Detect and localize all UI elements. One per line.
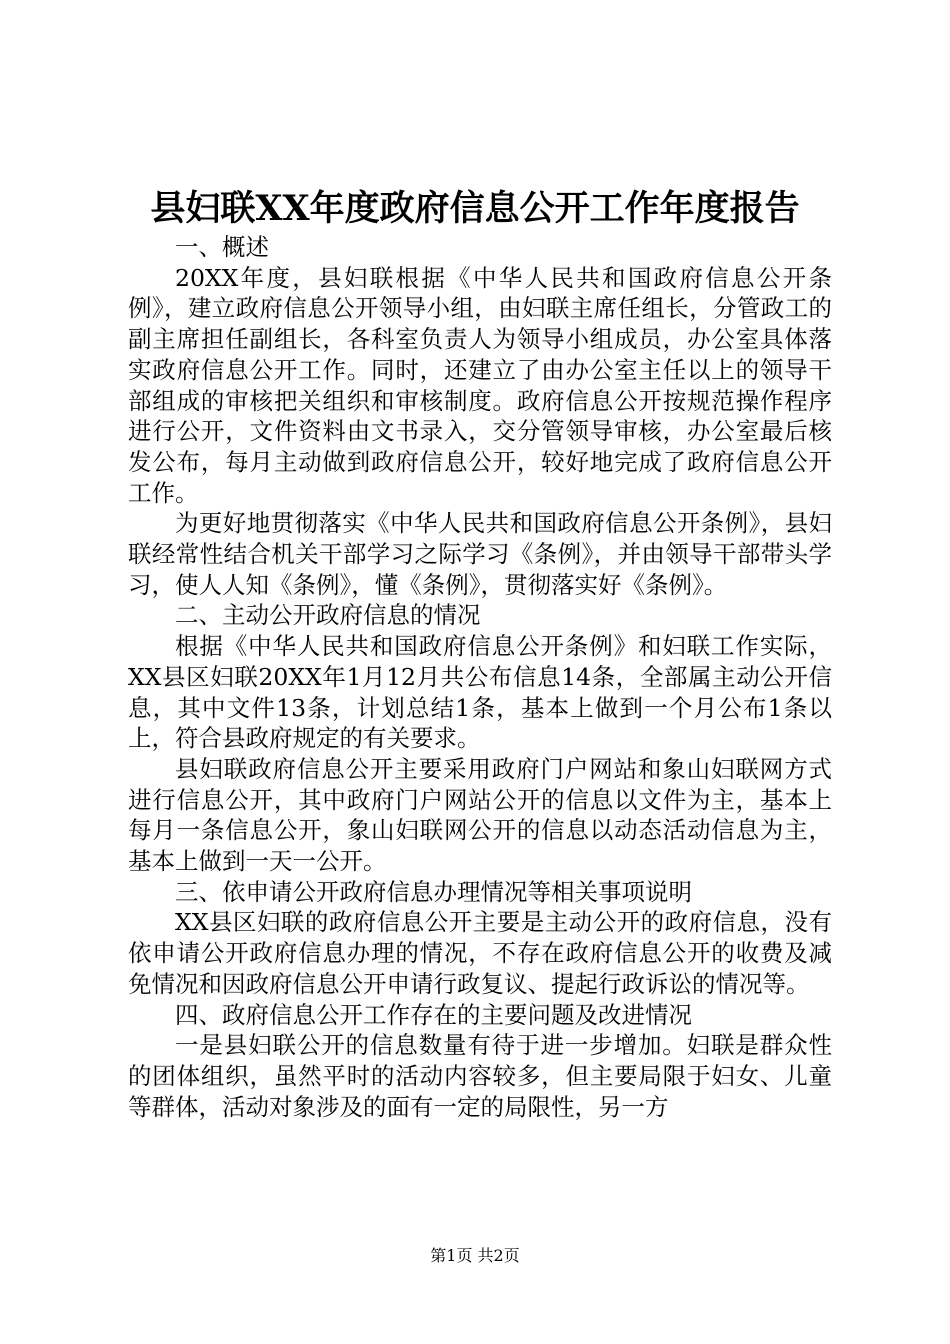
- section-heading-application-disclosure: 三、依申请公开政府信息办理情况等相关事项说明: [175, 877, 692, 906]
- page-footer: 第1页 共2页: [430, 1246, 520, 1265]
- document-body: [128, 232, 832, 1122]
- paragraph: 为更好地贯彻落实《中华人民共和国政府信息公开条例》，县妇联经常性结合机关干部学习之际学习《条例》，并由领导干部带头学习，使人人知《条例》，懂《条例》，贯彻落实好《条例》。: [128, 509, 832, 599]
- paragraph: 20XX年度，县妇联根据《中华人民共和国政府信息公开条例》，建立政府信息公开领导小组，由妇联主席任组长，分管政工的副主席担任副组长，各科室负责人为领导小组成员，办公室具体落实政府信息公开工作。同时，还建立了由办公室主任以上的领导干部组成的审核把关组织和审核制度。政府信息公开按规范操作程序进行公开，文件资料由文书录入，交分管领导审核，办公室最后核发公布，每月主动做到政府信息公开，较好地完成了政府信息公开工作。: [128, 263, 832, 507]
- paragraph: 县妇联政府信息公开主要采用政府门户网站和象山妇联网方式进行信息公开，其中政府门户网站公开的信息以文件为主，基本上每月一条信息公开，象山妇联网公开的信息以动态活动信息为主，基本上做到一天一公开。: [128, 754, 832, 876]
- document-title: 县妇联XX年度政府信息公开工作年度报告: [150, 188, 800, 229]
- section-heading-overview: 一、概述: [175, 233, 269, 261]
- paragraph: 一是县妇联公开的信息数量有待于进一步增加。妇联是群众性的团体组织，虽然平时的活动内容较多，但主要局限于妇女、儿童等群体，活动对象涉及的面有一定的局限性，另一方: [128, 1031, 832, 1121]
- section-heading-active-disclosure: 二、主动公开政府信息的情况: [175, 601, 481, 630]
- paragraph: XX县区妇联的政府信息公开主要是主动公开的政府信息，没有依申请公开政府信息办理的情况，不存在政府信息公开的收费及减免情况和因政府信息公开申请行政复议、提起行政诉讼的情况等。: [128, 908, 832, 998]
- section-heading-problems: 四、政府信息公开工作存在的主要问题及改进情况: [175, 1000, 692, 1029]
- paragraph: 根据《中华人民共和国政府信息公开条例》和妇联工作实际，XX县区妇联20XX年1月12月共公布信息14条，全部属主动公开信息，其中文件13条，计划总结1条，基本上做到一个月公布1条以上，符合县政府规定的有关要求。: [128, 632, 832, 753]
